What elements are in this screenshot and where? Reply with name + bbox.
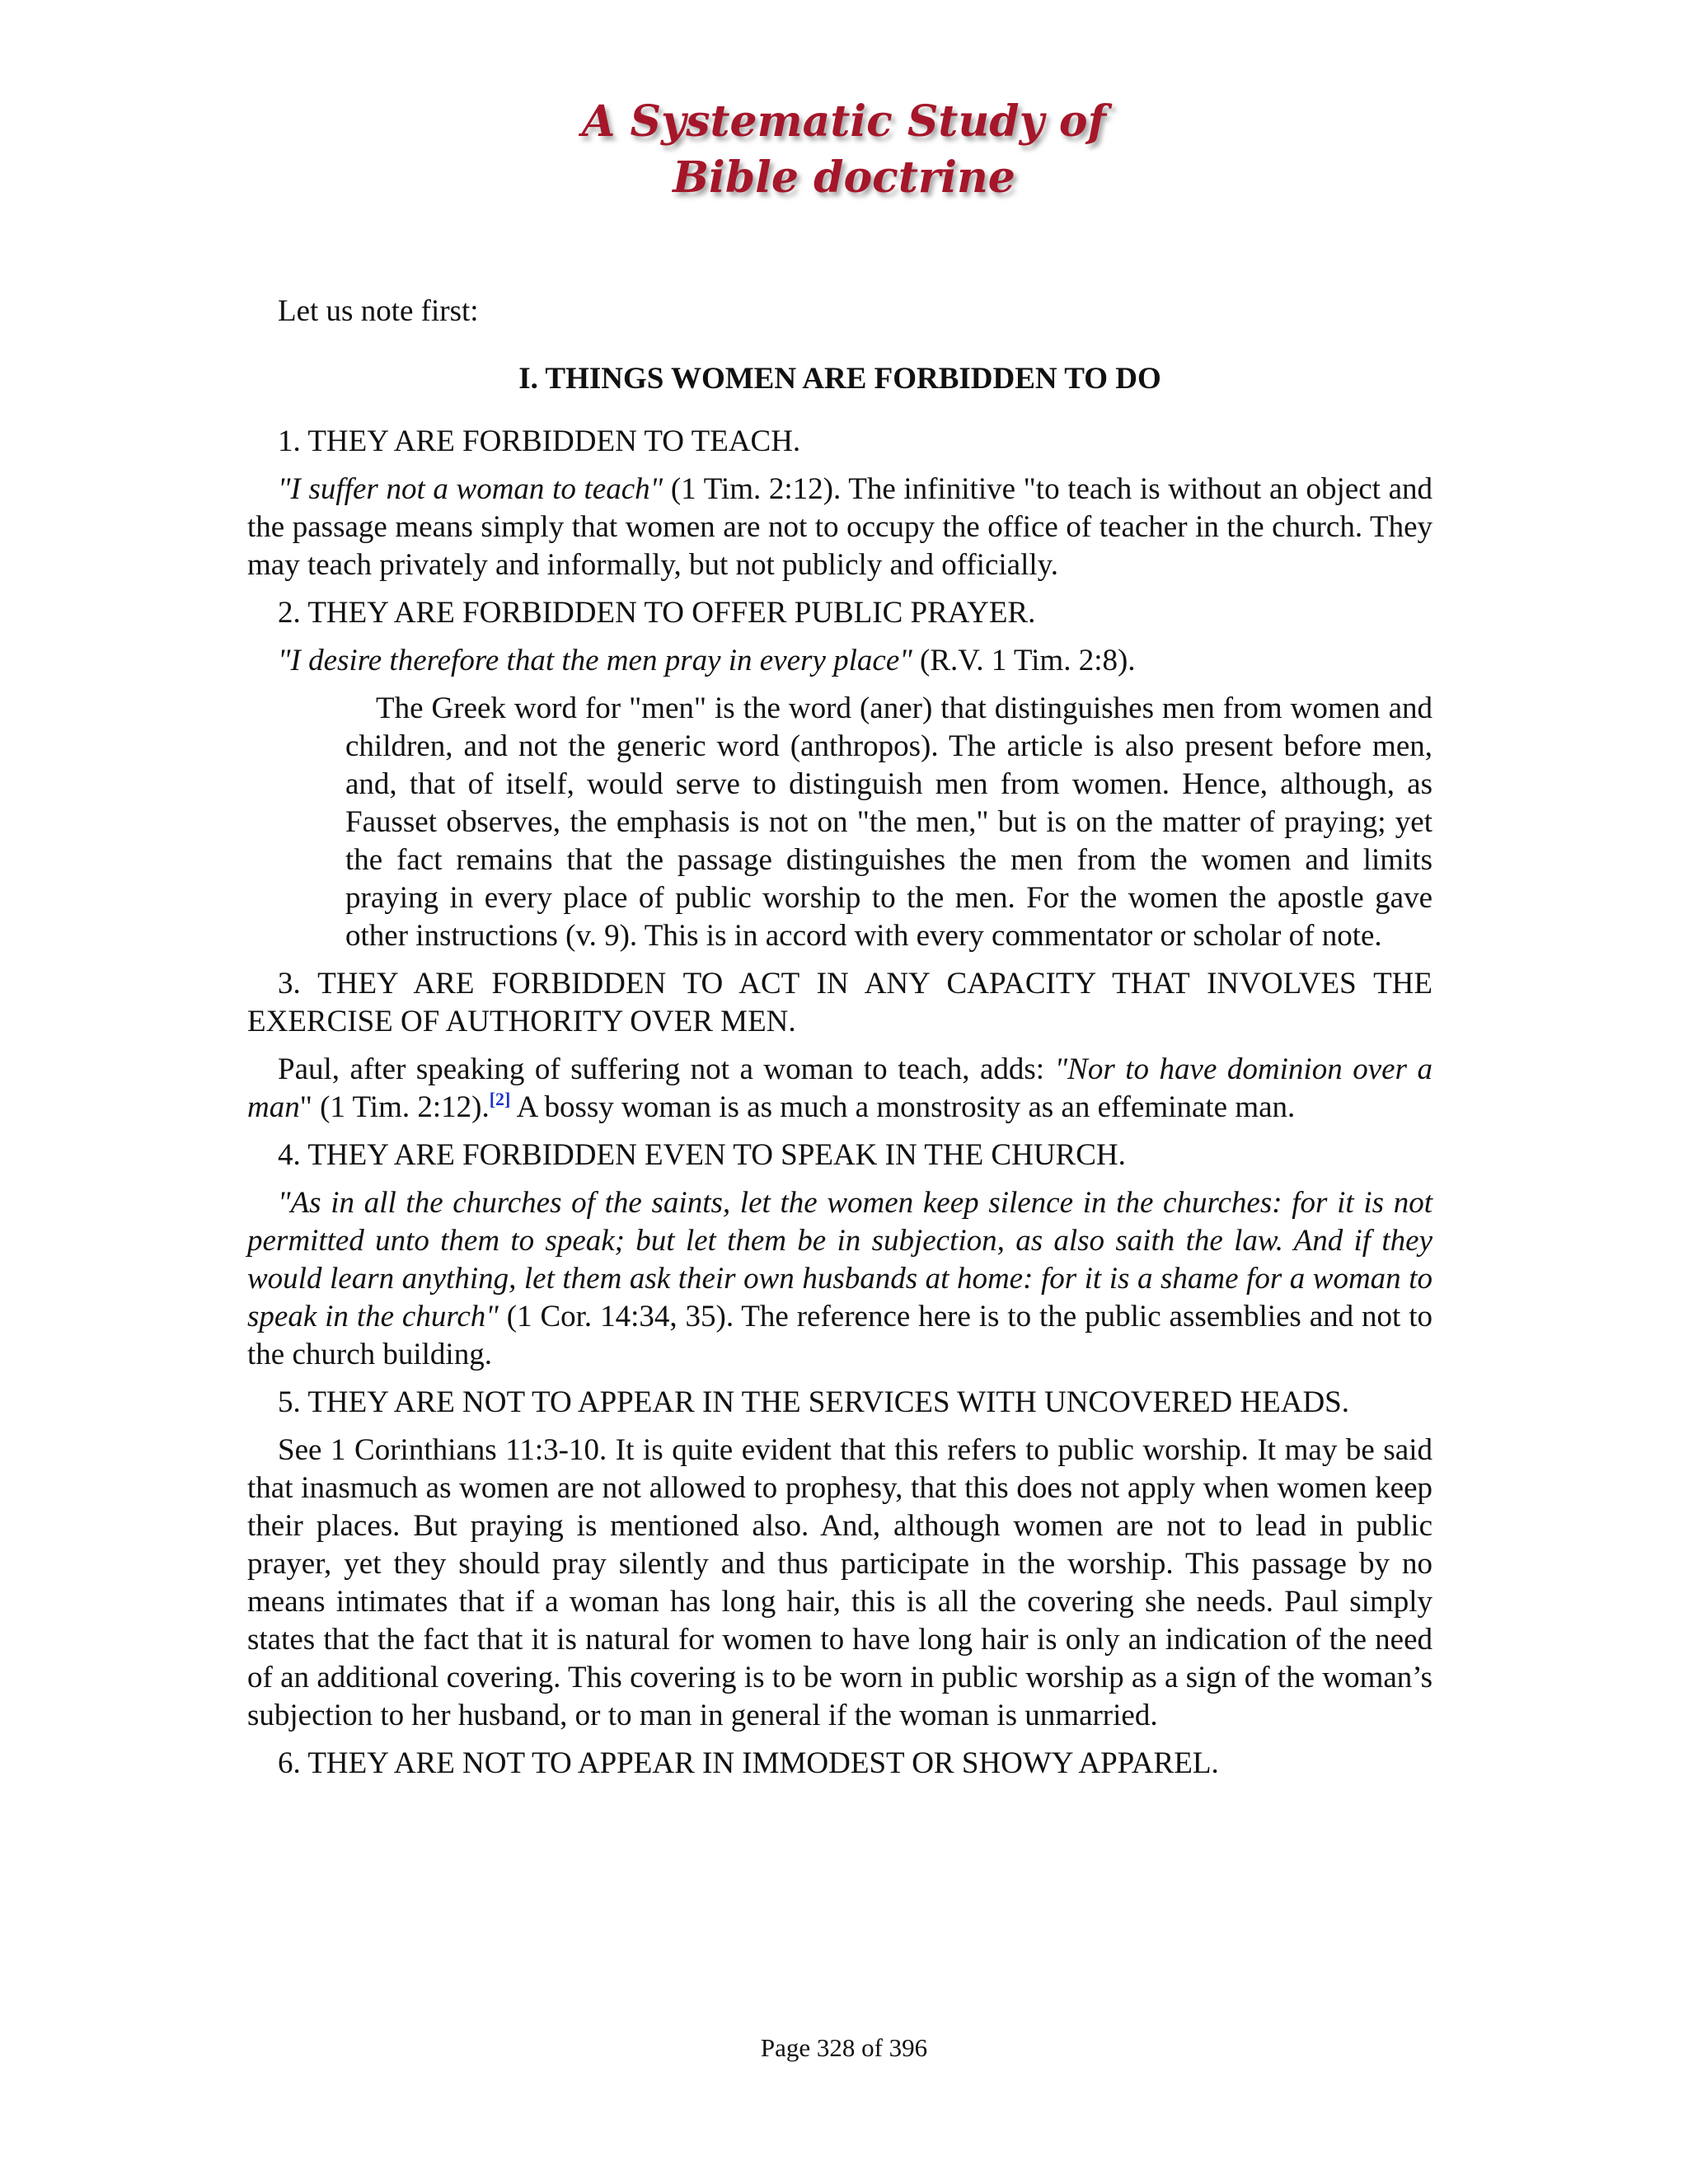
item-2-quote: "I desire therefore that the men pray in every place" [278, 644, 912, 677]
logo-graphic [531, 95, 1157, 210]
section-heading: I. THINGS WOMEN ARE FORBIDDEN TO DO [518, 362, 1161, 396]
item-2-commentary: The Greek word for "men" is the word (aner) that distinguishes men from women and children, and not the generic word (anthropos). The article is also present before men, and, that of itself, would serve to distinguish men from women. Hence, although, as Fausset observes, the emphasis is not on "the men," but is on the matter of praying; yet the fact remains that the passage distinguishes the men from the women and limits praying in every place of public worship to the men. For the women the apostle gave other instructions (v. 9). This is in accord with every commentator or scholar of note. [345, 691, 1432, 953]
item-5-title: 5. THEY ARE NOT TO APPEAR IN THE SERVICES WITH UNCOVERED HEADS. [278, 1385, 1349, 1419]
item-1-quote: "I suffer not a woman to teach" [278, 472, 663, 506]
item-4-quote: "As in all the churches of the saints, let the women keep silence in the churches: for it is not permitted unto them to speak; but let them be in subjection, as also saith the law. And if they would learn anything, let them ask their own husbands at home: for it is a shame for a woman to speak in the church" [247, 1186, 1432, 1333]
item-3-lead: Paul, after speaking of suffering not a woman to teach, adds: [278, 1052, 1055, 1086]
header-logo [0, 95, 1688, 210]
item-3-text: A bossy woman is as much a monstrosity as an effeminate man. [510, 1090, 1296, 1124]
item-3-quote: "Nor to have dominion over a man [247, 1052, 1432, 1124]
item-1-title: 1. THEY ARE FORBIDDEN TO TEACH. [278, 424, 801, 458]
item-4-text: (1 Cor. 14:34, 35). The reference here is to the public assemblies and not to the church building. [247, 1300, 1433, 1371]
item-4-title: 4. THEY ARE FORBIDDEN EVEN TO SPEAK IN THE CHURCH. [278, 1138, 1126, 1172]
item-1-text: (1 Tim. 2:12). The infinitive "to teach is without an object and the passage means simply that women are not to occupy the office of teacher in the church. They may teach privately and informally, but not publicly and officially. [247, 472, 1433, 582]
item-3-citation: " (1 Tim. 2:12). [299, 1090, 490, 1124]
item-4-body [247, 1184, 1432, 1374]
item-1-body [247, 471, 1432, 584]
item-2-title: 2. THEY ARE FORBIDDEN TO OFFER PUBLIC PRAYER. [278, 596, 1036, 630]
intro-text: Let us note first: [278, 294, 479, 328]
footnote-link[interactable]: [2] [489, 1089, 511, 1109]
item-6-title: 6. THEY ARE NOT TO APPEAR IN IMMODEST OR SHOWY APPAREL. [278, 1746, 1219, 1780]
main-content [247, 293, 1432, 1793]
item-5-body: See 1 Corinthians 11:3-10. It is quite evident that this refers to public worship. It may be said that inasmuch as women are not allowed to prophesy, that this does not apply when women keep their places. But praying is mentioned also. And, although women are not to lead in public prayer, yet they should pray silently and thus participate in the worship. This passage by no means intimates that if a woman has long hair, this is all the covering she needs. Paul simply states that the fact that it is natural for women to have long hair is only an indication of the need of an additional covering. This covering is to be worn in public worship as a sign of the woman’s subjection to her husband, or to man in general if the woman is unmarried. [247, 1433, 1432, 1732]
logo-line-2: Bible doctrine [673, 152, 1015, 203]
item-2-text: (R.V. 1 Tim. 2:8). [912, 644, 1136, 677]
item-2-body [247, 642, 1432, 680]
logo-line-1: A Systematic Study of [582, 96, 1106, 147]
page-number: Page 328 of 396 [760, 2033, 928, 2062]
item-3-title: 3. THEY ARE FORBIDDEN TO ACT IN ANY CAPACITY THAT INVOLVES THE EXERCISE OF AUTHORITY OVER MEN. [247, 967, 1432, 1038]
item-3-body [247, 1051, 1432, 1127]
